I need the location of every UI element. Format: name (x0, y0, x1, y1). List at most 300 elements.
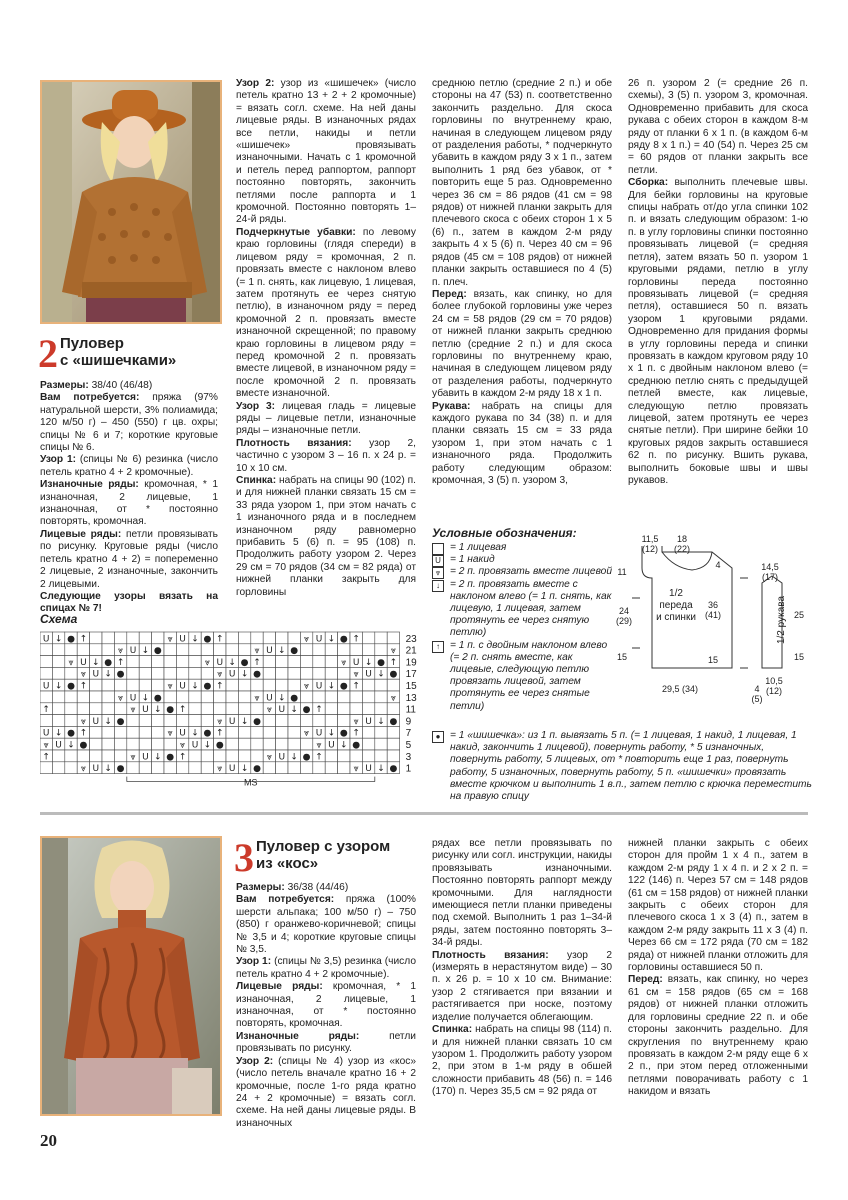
text-column (628, 838, 808, 1099)
scheme-symbol: ↓ (104, 764, 112, 775)
scheme-symbol: U (315, 728, 323, 739)
scheme-cell (362, 632, 374, 644)
scheme-symbol: ● (339, 728, 348, 739)
scheme-symbol: ↓ (191, 681, 199, 692)
paragraph-label: Перед: (432, 288, 467, 300)
scheme-symbol: U (92, 764, 100, 775)
paragraph-label: Подчеркнутые убавки: (236, 226, 356, 238)
dim-label: 15 (793, 652, 804, 662)
legend-long-item (432, 730, 812, 803)
legend-symbol-icon: ↑ (432, 641, 444, 653)
scheme-symbol: U (352, 657, 360, 668)
scheme-cell (102, 738, 114, 750)
scheme-symbol: ⩔ (304, 634, 310, 645)
paragraph (432, 289, 612, 401)
section-divider (40, 812, 808, 815)
scheme-symbol: ● (104, 657, 113, 668)
paragraph-text: Следующие узоры вязать на спицах № 7! (40, 590, 218, 615)
scheme-symbol: ↓ (104, 669, 112, 680)
scheme-cell (362, 679, 374, 691)
scheme-symbol: ● (215, 740, 224, 751)
body-label (646, 588, 706, 624)
scheme-cell (139, 715, 151, 727)
scheme-cell (114, 726, 126, 738)
scheme-cell (300, 656, 312, 668)
scheme-cell (40, 762, 52, 774)
title-line: Пуловер с узором (256, 838, 391, 855)
scheme-symbol: ⩔ (167, 728, 173, 739)
scheme-symbol: ↓ (377, 716, 385, 727)
scheme-cell (375, 691, 387, 703)
scheme-cell (325, 762, 337, 774)
scheme-cell (139, 632, 151, 644)
paragraph-text: набрать на спицы 98 (114) п. и для нижней планки связать 10 см узором 1. Продолжить работу узором 2, при этом в 1-м ряду в обшей сложности прибавить 48 (56) п. = 146 (170) п. Через 35,5 см = 92 ряда от (432, 1024, 612, 1098)
scheme-cell (338, 750, 350, 762)
scheme-row-number: 17 (405, 669, 417, 681)
paragraph-label: Вам потребуется: (40, 392, 140, 404)
paragraph-label: Рукава: (432, 400, 471, 412)
paragraph-label: Узор 3: (236, 400, 276, 412)
legend-item (432, 566, 612, 578)
scheme-symbol: ⩔ (266, 705, 272, 716)
scheme-cell (387, 632, 399, 644)
scheme-symbol: ⩔ (217, 716, 223, 727)
scheme-cell (102, 679, 114, 691)
scheme-title: Схема (40, 612, 78, 626)
dim-label: 14,5 (17) (761, 562, 779, 582)
legend-item (432, 640, 612, 713)
scheme-symbol: ● (166, 705, 175, 716)
paragraph-text: узор из «шишечек» (число петель кратно 13 + 2 + 2 кромочные) = вязать согл. схеме. На ней даны лицевые ряды. В изнаночных рядах все петли, накиды и петли «шишечек» провязывать изнаночными. Начать с 1 кромочной и петель перед раппортом, раппорт постоянно повторять, закончить петлями после раппорта и 1 кромочной. Постоянно повторять 1–24-й ряды. (236, 78, 417, 226)
scheme-symbol: ↑ (389, 657, 398, 668)
scheme-symbol: ↓ (154, 752, 162, 763)
paragraph (40, 380, 218, 392)
scheme-symbol: ↑ (315, 752, 323, 763)
paragraph-label: Лицевые ряды: (40, 528, 122, 540)
scheme-symbol: ↑ (178, 705, 187, 716)
scheme-cell (189, 644, 201, 656)
dim-label: 25 (793, 610, 804, 620)
paragraph-text: набрать на спицы для каждого рукава по 34 (38) п. и для планки связать 15 см = 33 ряда узором 1, при этом начать с 1 изнаночного ряда. Продолжить работу следующим образом: кромочная, 3 (5) п. узором 3, (432, 400, 612, 486)
scheme-symbol: ● (203, 681, 212, 692)
scheme-symbol: ● (302, 705, 311, 716)
scheme-symbol: ↓ (290, 752, 298, 763)
scheme-symbol: ↓ (54, 681, 63, 692)
scheme-cell (90, 691, 102, 703)
scheme-row-number: 7 (405, 728, 412, 740)
scheme-symbol: ⩔ (217, 764, 223, 775)
scheme-cell (387, 679, 399, 691)
scheme-cell (164, 644, 176, 656)
scheme-cell (189, 703, 201, 715)
scheme-cell (127, 667, 139, 679)
scheme-symbol: ⩔ (217, 669, 223, 680)
scheme-cell (338, 703, 350, 715)
scheme-cell (139, 726, 151, 738)
scheme-symbol: ↓ (278, 646, 286, 657)
scheme-symbol: U (179, 681, 186, 692)
scheme-cell (176, 691, 188, 703)
scheme-cell (362, 691, 374, 703)
scheme-symbol: ● (67, 728, 75, 739)
paragraph (236, 475, 416, 599)
scheme-symbol: ⩔ (266, 752, 272, 763)
paragraph (432, 1024, 612, 1098)
scheme-cell (102, 726, 114, 738)
scheme-symbol: ↑ (42, 705, 50, 716)
title-line: с «шишечками» (60, 352, 177, 369)
section-number: 2 (38, 331, 58, 376)
scheme-symbol: ↑ (216, 728, 224, 739)
paragraph-label: Узор 1: (40, 454, 77, 466)
scheme-symbol: U (315, 634, 323, 645)
scheme-symbol: ↓ (191, 728, 199, 739)
scheme-cell (102, 750, 114, 762)
paragraph (40, 392, 218, 454)
scheme-cell (263, 632, 275, 644)
scheme-cell (226, 703, 238, 715)
dim-label: 11,5 (12) (641, 534, 659, 554)
scheme-symbol: ↓ (290, 705, 298, 716)
scheme-row-number: 19 (405, 657, 417, 669)
paragraph-label: Спинка: (236, 475, 277, 486)
scheme-symbol: U (365, 716, 372, 727)
scheme-cell (102, 691, 114, 703)
scheme-cell (338, 644, 350, 656)
paragraph-text: узор 2 (измерять в нерастянутом виде) – 30 п. х 26 р. = 10 х 10 см. Внимание: узор 2 стягивается при вязании и растягивается при носке, поэтому изделие получается облегающим. (432, 949, 613, 1023)
scheme-cell (201, 703, 213, 715)
scheme-cell (300, 644, 312, 656)
scheme-cell (152, 667, 164, 679)
scheme-cell (127, 738, 139, 750)
ms-label: MS (244, 777, 258, 788)
paragraph-label: Изнаночные ряды: (236, 1030, 360, 1042)
scheme-cell (350, 750, 362, 762)
paragraph-label: Лицевые ряды: (236, 981, 323, 993)
scheme-symbol: ↓ (141, 693, 150, 704)
scheme-symbol: U (365, 764, 372, 775)
scheme-symbol: ⩔ (341, 657, 347, 668)
scheme-symbol: ⩔ (304, 681, 310, 692)
scheme-cell (325, 644, 337, 656)
scheme-cell (164, 691, 176, 703)
scheme-cell (201, 750, 213, 762)
scheme-symbol: ↑ (79, 634, 88, 645)
paragraph-text: лицевая гладь = лицевые ряды – лицевые петли, изнаночные ряды – изнаночные петли. (236, 400, 416, 437)
scheme-cell (226, 632, 238, 644)
scheme-cell (139, 656, 151, 668)
scheme-symbol: U (92, 716, 100, 727)
scheme-cell (77, 750, 89, 762)
scheme-symbol: ⩔ (353, 669, 359, 680)
scheme-cell (350, 691, 362, 703)
scheme-symbol: ⩔ (130, 705, 136, 716)
scheme-symbol: U (328, 740, 335, 751)
legend-text: = 1 лицевая (450, 542, 507, 553)
scheme-cell (325, 667, 337, 679)
photo-sweater-cables (40, 836, 222, 1116)
scheme-symbol: ↓ (67, 740, 75, 751)
scheme-cell (127, 715, 139, 727)
legend-title: Условные обозначения: (432, 526, 577, 540)
scheme-symbol: U (216, 657, 224, 668)
scheme-symbol: ↓ (240, 669, 249, 680)
legend (432, 542, 612, 713)
paragraph (236, 956, 416, 981)
scheme-cell (263, 656, 275, 668)
scheme-symbol: U (129, 693, 137, 704)
scheme-symbol: ↓ (377, 669, 385, 680)
scheme-cell (102, 632, 114, 644)
text-column (628, 78, 808, 487)
scheme-cell (201, 691, 213, 703)
scheme-symbol: ⩔ (167, 634, 173, 645)
scheme-symbol: ● (153, 693, 162, 704)
legend-text: = 2 п. провязать вместе лицевой (450, 566, 613, 578)
scheme-symbol: U (191, 740, 199, 751)
scheme-cell (362, 750, 374, 762)
paragraph (432, 838, 612, 950)
title-line: из «кос» (256, 855, 319, 872)
scheme-cell (375, 750, 387, 762)
page-number: 20 (40, 1131, 57, 1150)
text-column (236, 882, 416, 1130)
scheme-symbol: U (42, 728, 50, 739)
scheme-cell (52, 715, 64, 727)
scheme-cell (127, 762, 139, 774)
scheme-cell (362, 738, 374, 750)
scheme-symbol: ↑ (352, 634, 360, 645)
scheme-cell (238, 738, 250, 750)
paragraph-text: выполнить плечевые швы. Для бейки горловины на круговые спицы набрать от/до угла спинки 102 п. и вязать следующим образом: 1-ю п. в углу горловины спинки постоянно провязывать лицевой (= средняя петля), затем вязать 50 п. узором 1 круговыми рядами, петлю в углу горловины переда постоянно провязывать лицевой (= средняя петля), оставшиеся 50 п. вязать узором 1 круговыми рядами. Одновременно для придания формы в углу горловины переда и спинки провязать в каждом круговом ряду 10 х 1 п. с двойным наклоном влево (= среднюю петлю снять с предыдущей петлей вместе, как лицевые, следующую петлю провязать лицевой, затем протянуть ее через снятые петли). При ширине бейки 10 круговых рядов закрыть оставшиеся 62 п. по рисунку. Вшить рукава, выполнить боковые швы и швы рукавов. (628, 177, 808, 486)
scheme-cell (90, 632, 102, 644)
scheme-symbol: U (315, 681, 323, 692)
scheme-cell (276, 715, 288, 727)
scheme-cell (90, 703, 102, 715)
scheme-cell (201, 715, 213, 727)
paragraph-text: (спицы № 6) резинка (число петель кратно 4 + 2 кромочные). (40, 454, 218, 478)
scheme-cell (52, 644, 64, 656)
paragraph-text: нижней планки закрыть с обеих сторон для пройм 1 х 4 п., затем в каждом 2-м ряду 1 х 4 п. и 2 х 2 п. = 122 (146) п. Через 57 см = 148 рядов (61 см = 158 рядов) от нижней планки закрыть с обеих сторон для плечевого скоса 1 х 3 (4) п., затем в каждом 2-м ряду закрыть 11 х 3 (4) п. Через 66 см = 172 ряда (70 см = 182 ряда) от нижней планки отложить для горловины оставшиеся 50 п. (628, 838, 808, 974)
scheme-symbol: ↑ (79, 728, 88, 739)
paragraph-text: петли провязывать по рисунку. (236, 1030, 416, 1055)
scheme-cell (387, 738, 399, 750)
scheme-cell (288, 679, 300, 691)
scheme-symbol: ↓ (327, 681, 336, 692)
dim-label: 29,5 (34) (661, 684, 699, 694)
scheme-symbol: ↑ (178, 752, 187, 763)
paragraph-text: набрать на спицы 90 (102) п. и для нижней планки связать 15 см = 33 ряда узором 1, при этом начать с 1 изнаночного ряда и в последнем изнаночном ряду равномерно прибавить 5 (6) п. = 95 (108) п. Продолжить работу узором 2. Через 29 см = 70 рядов (34 см = 82 ряда) от нижней планки закрыть для горловины (236, 475, 416, 598)
legend-item (432, 730, 812, 803)
paragraph-label: Изнаночные ряды: (40, 479, 139, 491)
scheme-cell (152, 715, 164, 727)
scheme-cell (375, 726, 387, 738)
knitting-scheme (40, 630, 420, 800)
scheme-cell (226, 691, 238, 703)
scheme-cell (152, 632, 164, 644)
scheme-symbol: ● (253, 764, 261, 775)
text-column (236, 78, 416, 599)
paragraph-text: по левому краю горловины (глядя спереди) в лицевом ряду = кромочная, 2 п. провязать вместе с наклоном влево (= 1 п. снять, как лицевую, 1 лицевая, затем протянуть ее через снятую петлю), в изнаночном ряду = перед кромочной 2 п. провязать вместе изнаночной скрещенной; по правому краю горловины в лицевом ряду = перед кромочной 2 п. провязать вместе лицевой, в изнаночном ряду = после кромочной 2 п. провязать вместе изнаночной. (236, 226, 416, 400)
scheme-symbol: U (55, 740, 62, 751)
scheme-cell (114, 679, 126, 691)
paragraph-text: узор 2, частично с узором 3 – 16 п. х 24 р. = 10 х 10 см. (236, 437, 416, 474)
scheme-cell (263, 715, 275, 727)
scheme-cell (300, 667, 312, 679)
scheme-cell (338, 691, 350, 703)
scheme-symbol: ⩔ (353, 764, 359, 775)
scheme-cell (300, 762, 312, 774)
scheme-symbol: ● (352, 740, 361, 751)
scheme-symbol: ⩔ (118, 693, 124, 704)
scheme-cell (276, 679, 288, 691)
scheme-symbol: ↓ (228, 657, 236, 668)
scheme-symbol: ⩔ (167, 681, 173, 692)
scheme-cell (276, 656, 288, 668)
scheme-cell (362, 644, 374, 656)
scheme-symbol: ● (203, 634, 212, 645)
scheme-symbol: U (228, 764, 236, 775)
scheme-cell (238, 750, 250, 762)
scheme-cell (288, 656, 300, 668)
scheme-symbol: ↓ (327, 634, 336, 645)
scheme-cell (139, 762, 151, 774)
paragraph-text: (спицы № 4) узор из «кос» (число петель вначале кратно 16 + 2 кромочные, после 1-го ряда кратно 24 + 2 кромочные) = вязать согл. схеме. На ней даны лицевые ряды. В изнаночных (236, 1055, 416, 1129)
scheme-cell (276, 632, 288, 644)
dim-label: 24 (29) (615, 606, 632, 626)
scheme-cell (139, 679, 151, 691)
scheme-cell (325, 703, 337, 715)
scheme-cell (52, 667, 64, 679)
scheme-cell (52, 762, 64, 774)
scheme-cell (288, 667, 300, 679)
body-label-line: 1/2 (669, 588, 683, 599)
scheme-cell (139, 667, 151, 679)
scheme-cell (164, 738, 176, 750)
paragraph (628, 177, 808, 487)
scheme-cell (263, 738, 275, 750)
paragraph-text: (спицы № 3,5) резинка (число петель кратно 4 + 2 кромочные). (236, 956, 416, 980)
section-title (60, 335, 176, 369)
scheme-cell (214, 691, 226, 703)
scheme-symbol: ⩔ (130, 752, 136, 763)
paragraph-text: пряжа (97% натуральной шерсти, 3% полиамида; 120 м/50 г) – 450 (550) г цв. охры; спицы № 6 и 7; короткие круговые спицы № 6. (40, 392, 218, 454)
scheme-cell (164, 715, 176, 727)
paragraph (236, 1031, 416, 1056)
paragraph-label: Вам потребуется: (236, 894, 335, 906)
scheme-cell (40, 644, 52, 656)
paragraph (40, 454, 218, 479)
sleeve-label: 1/2 рукава (776, 595, 787, 645)
scheme-symbol: ↓ (278, 693, 286, 704)
legend-symbol-icon: ● (432, 731, 444, 743)
photo-sweater-bobbles (40, 80, 222, 324)
scheme-symbol: U (228, 716, 236, 727)
scheme-cell (226, 726, 238, 738)
text-column (432, 838, 612, 1099)
scheme-cell (52, 656, 64, 668)
scheme-symbol: U (80, 657, 87, 668)
scheme-symbol: ● (116, 764, 125, 775)
scheme-cell (214, 644, 226, 656)
scheme-cell (114, 738, 126, 750)
scheme-cell (338, 667, 350, 679)
scheme-cell (77, 644, 89, 656)
scheme-cell (152, 679, 164, 691)
scheme-symbol: ● (290, 693, 299, 704)
scheme-cell (263, 726, 275, 738)
scheme-cell (164, 667, 176, 679)
scheme-cell (176, 715, 188, 727)
scheme-cell (375, 644, 387, 656)
scheme-cell (276, 726, 288, 738)
paragraph (40, 529, 218, 591)
scheme-symbol: ↓ (191, 634, 199, 645)
paragraph-label: Плотность вязания: (432, 949, 549, 961)
scheme-cell (238, 644, 250, 656)
scheme-cell (238, 691, 250, 703)
scheme-cell (164, 762, 176, 774)
paragraph-text: 38/40 (46/48) (88, 380, 153, 391)
scheme-symbol: U (228, 669, 236, 680)
scheme-symbol: ● (253, 669, 261, 680)
legend-symbol-icon: ↓ (432, 580, 444, 592)
paragraph-label: Перед: (628, 974, 663, 986)
scheme-symbol: ↓ (340, 740, 348, 751)
scheme-cell (152, 738, 164, 750)
body-label-line: и спинки (656, 612, 696, 623)
paragraph (236, 882, 416, 894)
scheme-cell (214, 750, 226, 762)
scheme-symbol: ● (79, 740, 88, 751)
paragraph (432, 78, 612, 289)
scheme-cell (40, 715, 52, 727)
paragraph-text: рядах все петли провязывать по рисунку или согл. инструкции, накиды провязывать изнаночными. Постоянно повторять раппорт между кромочными. Для наглядности имеющиеся петли планки приведены под схемой. Выполнить 1 раз 1–34-й ряды, затем постоянно повторять 3–34-й ряды. (432, 838, 612, 949)
scheme-cell (362, 703, 374, 715)
scheme-cell (127, 656, 139, 668)
scheme-symbol: U (179, 728, 186, 739)
scheme-cell (90, 750, 102, 762)
dim-label: 36 (41) (704, 600, 721, 620)
scheme-row-number: 15 (405, 681, 417, 692)
paragraph-text: петли провязывать по рисунку. Круговые ряды (число петель кратно 4 + 2) = попеременно 2 лицевые, 2 изнаночные, закончить 2 лицевыми. (40, 528, 218, 590)
scheme-cell (313, 656, 325, 668)
scheme-cell (226, 679, 238, 691)
dim-label: 4 (715, 560, 721, 570)
legend-symbol-icon: ⩔ (432, 567, 444, 579)
scheme-symbol: U (92, 669, 100, 680)
scheme-cell (375, 632, 387, 644)
paragraph (236, 438, 416, 475)
scheme-cell (375, 679, 387, 691)
scheme-cell (251, 726, 263, 738)
section-title (256, 838, 390, 872)
scheme-cell (189, 762, 201, 774)
scheme-cell (387, 703, 399, 715)
scheme-cell (201, 644, 213, 656)
scheme-symbol: ↑ (352, 728, 360, 739)
scheme-symbol: U (129, 646, 137, 657)
scheme-cell (176, 667, 188, 679)
scheme-cell (189, 667, 201, 679)
scheme-cell (325, 715, 337, 727)
scheme-cell (114, 632, 126, 644)
scheme-cell (313, 715, 325, 727)
scheme-cell (214, 703, 226, 715)
scheme-cell (90, 726, 102, 738)
scheme-cell (189, 715, 201, 727)
paragraph (432, 950, 612, 1024)
